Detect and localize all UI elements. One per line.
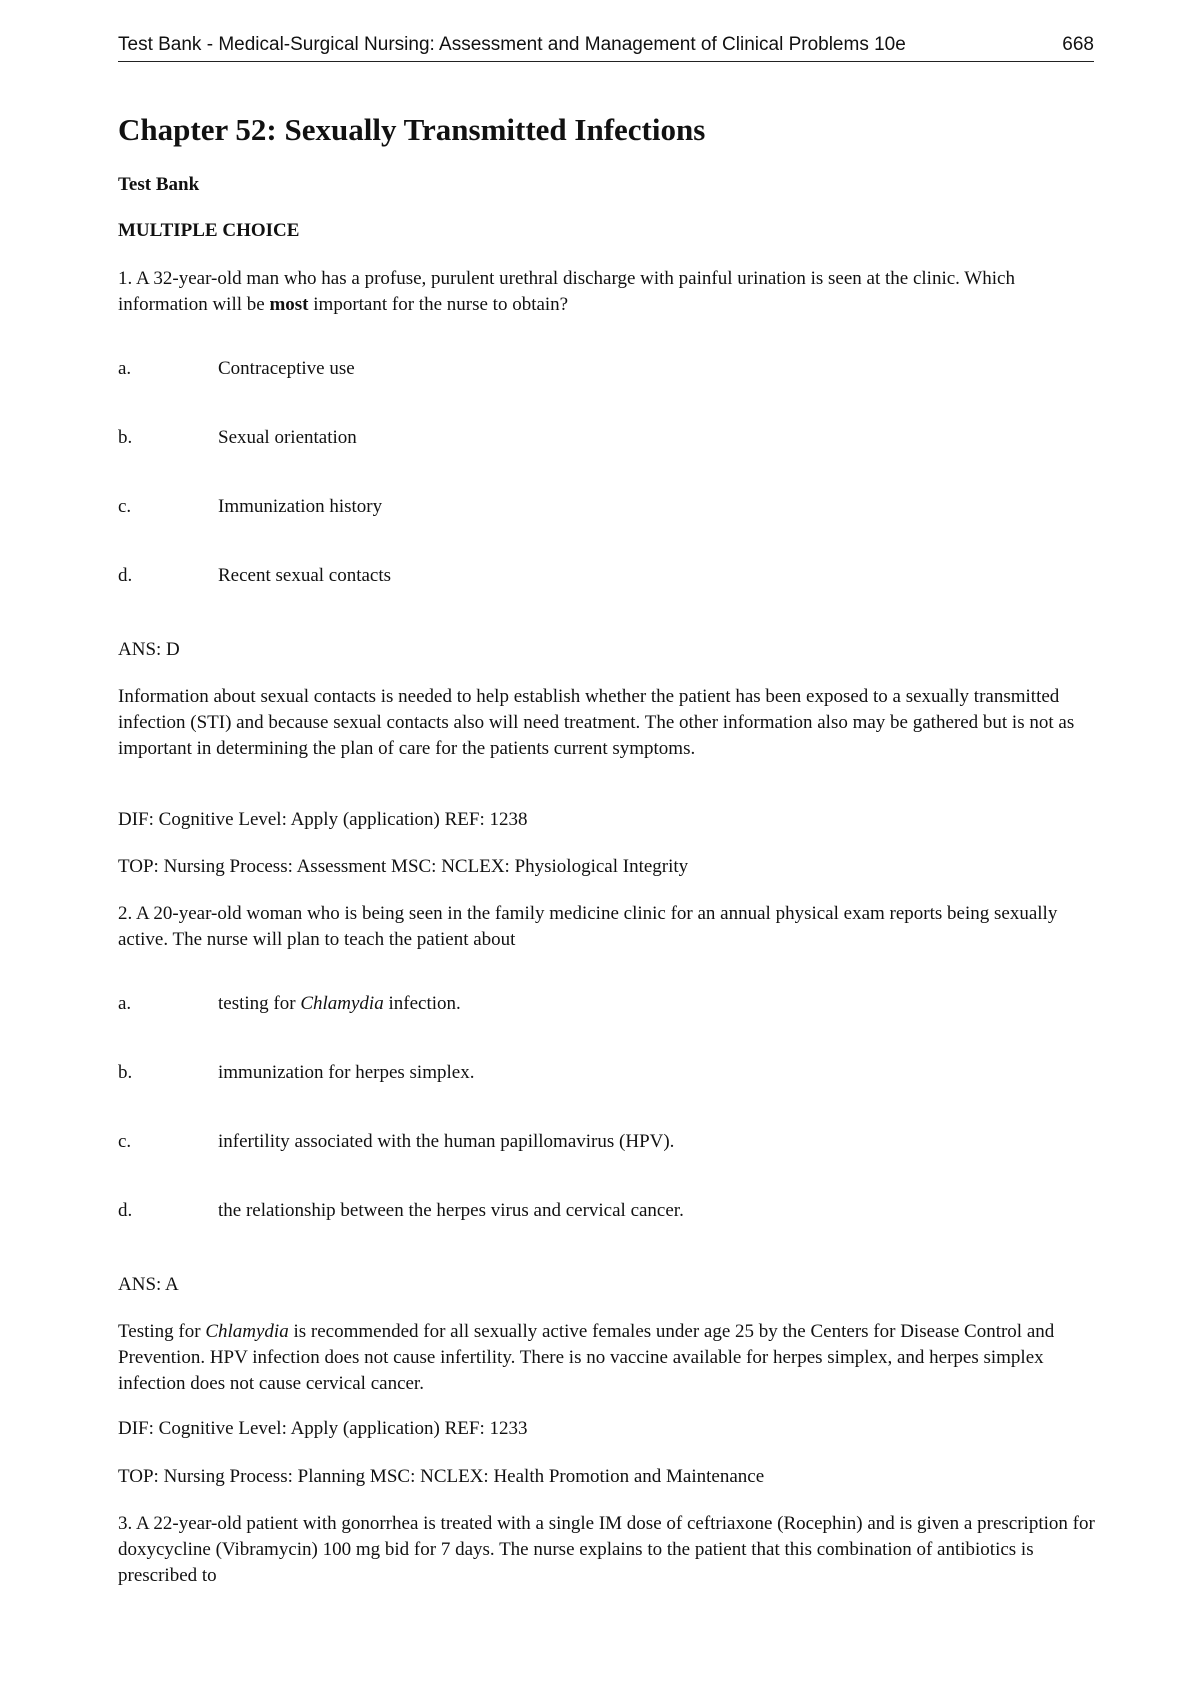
q2-rationale-part1: Testing for <box>118 1321 206 1342</box>
section-label: MULTIPLE CHOICE <box>118 220 300 241</box>
option-text <box>218 991 461 1017</box>
q2a-part1: testing for <box>218 993 301 1014</box>
option-letter: c. <box>118 1131 132 1152</box>
option-text: Immunization history <box>218 496 383 517</box>
chapter-title: Chapter 52: Sexually Transmitted Infections <box>118 112 706 147</box>
q2-rationale <box>118 1319 1098 1397</box>
question-3-stem: 3. A 22-year-old patient with gonorrhea is treated with a single IM dose of ceftriaxone (Rocephin) and is given a prescription for doxycycline (Vibramycin) 100 mg bid for 7 days. The nurse explains to the patient that this combination of antibiotics is prescribed to <box>118 1513 1095 1586</box>
option-letter: c. <box>118 496 132 517</box>
page-number: 668 <box>1062 34 1094 55</box>
q1-stem-part1: 1. A 32-year-old man who has a profuse, purulent urethral discharge with painful urination is seen at the clinic. Which information will be <box>118 268 1015 315</box>
q2-difficulty: DIF: Cognitive Level: Apply (application) REF: 1233 <box>118 1418 528 1439</box>
option-text: immunization for herpes simplex. <box>218 1062 475 1083</box>
option-text: Contraceptive use <box>218 358 355 379</box>
option-text: infertility associated with the human papillomavirus (HPV). <box>218 1131 675 1152</box>
q2-rationale-part2: is recommended for all sexually active females under age 25 by the Centers for Disease Control and Prevention. HPV infection does not cause infertility. There is no vaccine available for herpes simplex, and herpes simplex infection does not cause cervical cancer. <box>118 1321 1055 1394</box>
question-1-stem <box>118 266 1098 318</box>
q1-rationale: Information about sexual contacts is needed to help establish whether the patient has been exposed to a sexually transmitted infection (STI) and because sexual contacts also will need treatment. The other information also may be gathered but is not as important in determining the plan of care for the patients current symptoms. <box>118 686 1075 759</box>
question-2-stem: 2. A 20-year-old woman who is being seen in the family medicine clinic for an annual physical exam reports being sexually active. The nurse will plan to teach the patient about <box>118 903 1058 950</box>
running-header <box>118 34 1094 62</box>
q2a-italic: Chlamydia <box>300 993 384 1014</box>
option-text: Sexual orientation <box>218 427 357 448</box>
q2a-part2: infection. <box>383 993 461 1014</box>
option-letter: b. <box>118 1062 133 1083</box>
q2-rationale-italic: Chlamydia <box>205 1321 289 1342</box>
option-text: Recent sexual contacts <box>218 565 392 586</box>
q1-answer: ANS: D <box>118 639 180 660</box>
option-letter: d. <box>118 1200 133 1221</box>
q1-topic: TOP: Nursing Process: Assessment MSC: NCLEX: Physiological Integrity <box>118 856 689 877</box>
q1-stem-bold: most <box>269 294 309 315</box>
header-title: Test Bank - Medical-Surgical Nursing: Assessment and Management of Clinical Problems 10e <box>118 34 906 55</box>
subtitle: Test Bank <box>118 174 200 195</box>
q2-topic: TOP: Nursing Process: Planning MSC: NCLEX: Health Promotion and Maintenance <box>118 1466 765 1487</box>
option-text: the relationship between the herpes virus and cervical cancer. <box>218 1200 684 1221</box>
option-letter: d. <box>118 565 133 586</box>
option-letter: a. <box>118 358 132 379</box>
q2-answer: ANS: A <box>118 1274 179 1295</box>
option-letter: b. <box>118 427 133 448</box>
q1-stem-part2: important for the nurse to obtain? <box>308 294 569 315</box>
option-letter: a. <box>118 993 132 1014</box>
q1-difficulty: DIF: Cognitive Level: Apply (application) REF: 1238 <box>118 809 528 830</box>
